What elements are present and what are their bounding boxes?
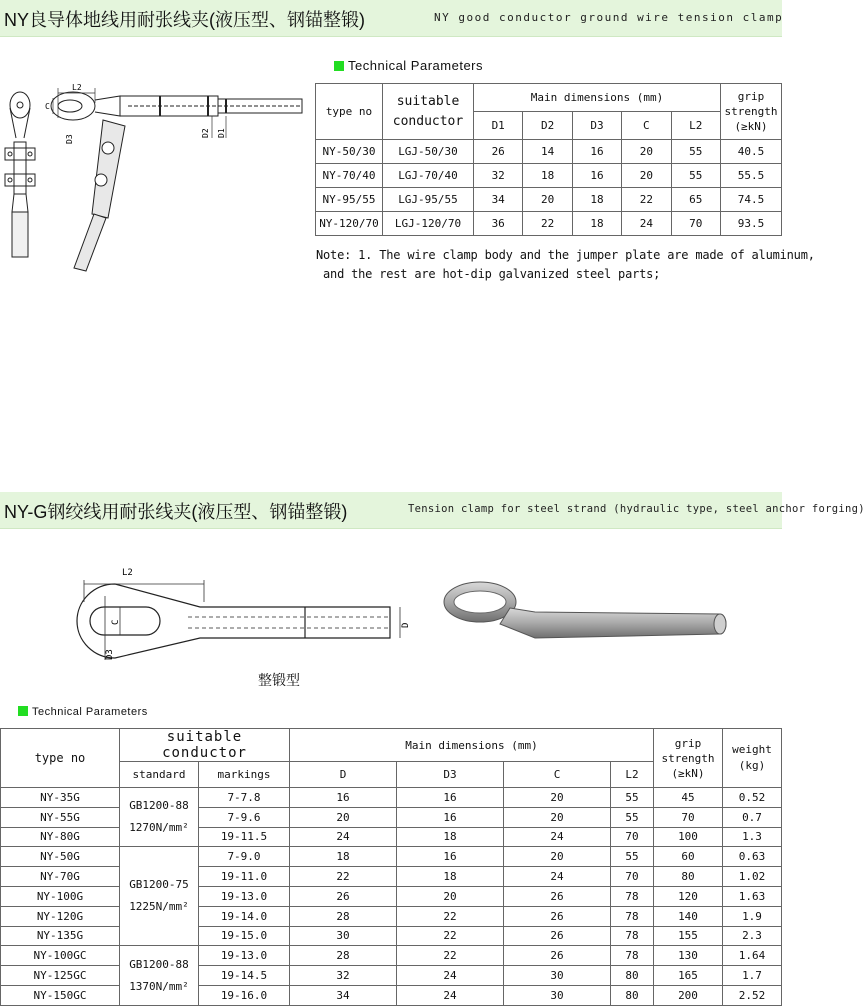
cell-c: 30: [504, 985, 611, 1005]
label-l2: L2: [72, 83, 82, 92]
note: [316, 246, 815, 284]
cell-grip: 45: [654, 788, 723, 808]
cell-markings: 19-13.0: [199, 946, 290, 966]
standard-strength: 1270N/mm²: [129, 821, 189, 835]
section1-title-cn: NY良导体地线用耐张线夹(液压型、钢锚整锻): [4, 10, 365, 30]
th2-grip: grip strength (≥kN): [654, 729, 723, 788]
cell-conductor: LGJ-120/70: [383, 212, 474, 236]
bullet-square-icon: [334, 61, 344, 71]
cell-l2: 78: [611, 926, 654, 946]
cell-d1: 26: [474, 140, 523, 164]
cell-d3: 22: [397, 906, 504, 926]
cell-l2: 70: [611, 867, 654, 887]
cell-c: 24: [504, 827, 611, 847]
cell-d2: 14: [523, 140, 572, 164]
cell-weight: 0.52: [723, 788, 782, 808]
cell-grip: 70: [654, 807, 723, 827]
cell-markings: 19-13.0: [199, 886, 290, 906]
bullet-square-icon: [18, 706, 28, 716]
cell-l2: 55: [611, 807, 654, 827]
cell-weight: 1.63: [723, 886, 782, 906]
cell-d: 30: [290, 926, 397, 946]
cell-d: 28: [290, 906, 397, 926]
cell-d1: 32: [474, 164, 523, 188]
cell-d3: 24: [397, 966, 504, 986]
label-d3-2: D3: [105, 649, 115, 660]
section1-header: [0, 0, 782, 37]
table-row: [1, 985, 782, 1005]
cell-markings: 19-11.5: [199, 827, 290, 847]
table-row: [1, 946, 782, 966]
cell-weight: 2.3: [723, 926, 782, 946]
table-row: [316, 164, 782, 188]
cell-weight: 0.63: [723, 847, 782, 867]
standard-strength: 1370N/mm²: [129, 979, 189, 993]
label-c-2: C: [111, 619, 121, 625]
cell-type: NY-70/40: [316, 164, 383, 188]
cell-c: 20: [504, 788, 611, 808]
cell-grip: 55.5: [721, 164, 782, 188]
cell-c: 20: [622, 164, 671, 188]
cell-l2: 55: [611, 788, 654, 808]
cell-weight: 2.52: [723, 985, 782, 1005]
cell-l2: 70: [671, 212, 720, 236]
cell-d3: 24: [397, 985, 504, 1005]
cell-markings: 7-7.8: [199, 788, 290, 808]
cell-type: NY-95/55: [316, 188, 383, 212]
top-view: [51, 92, 302, 120]
section2-title-cn: NY-G钢绞线用耐张线夹(液压型、钢锚整锻): [4, 502, 348, 522]
cell-d: 20: [290, 807, 397, 827]
cell-type: NY-150GC: [1, 985, 120, 1005]
cell-l2: 80: [611, 985, 654, 1005]
th-d2: D2: [523, 112, 572, 140]
cell-d3: 22: [397, 926, 504, 946]
cell-c: 20: [504, 847, 611, 867]
cell-c: 20: [622, 140, 671, 164]
cell-d3: 18: [572, 212, 621, 236]
cell-d3: 18: [397, 827, 504, 847]
cell-d: 22: [290, 867, 397, 887]
cell-c: 30: [504, 966, 611, 986]
table-ny-body: [316, 140, 782, 236]
cell-type: NY-120/70: [316, 212, 383, 236]
table-nyg-body: [1, 788, 782, 1006]
cell-d: 16: [290, 788, 397, 808]
label-d2: D2: [201, 128, 210, 138]
th-d3: D3: [572, 112, 621, 140]
cell-l2: 55: [671, 164, 720, 188]
cell-d2: 18: [523, 164, 572, 188]
cell-l2: 78: [611, 886, 654, 906]
cell-type: NY-70G: [1, 867, 120, 887]
cell-type: NY-80G: [1, 827, 120, 847]
cell-c: 22: [622, 188, 671, 212]
cell-d3: 16: [572, 164, 621, 188]
cell-weight: 1.7: [723, 966, 782, 986]
cell-c: 20: [504, 807, 611, 827]
cell-d: 34: [290, 985, 397, 1005]
cell-type: NY-55G: [1, 807, 120, 827]
label-d-2: D: [401, 622, 411, 628]
cell-standard: [120, 788, 199, 847]
table-row: [1, 867, 782, 887]
cell-grip: 130: [654, 946, 723, 966]
th2-markings: markings: [199, 762, 290, 788]
eye-body: [77, 584, 390, 658]
th-conductor: suitable conductor: [383, 84, 474, 140]
note-line-2: and the rest are hot-dip galvanized steel parts;: [316, 267, 661, 281]
cell-d3: 16: [397, 788, 504, 808]
cell-type: NY-135G: [1, 926, 120, 946]
cell-markings: 19-15.0: [199, 926, 290, 946]
label-d1: D1: [217, 128, 226, 138]
cell-type: NY-50G: [1, 847, 120, 867]
table-row: [1, 926, 782, 946]
standard-code: GB1200-88: [129, 799, 189, 813]
cell-d1: 34: [474, 188, 523, 212]
section2-title-en: Tension clamp for steel strand (hydraulic type, steel anchor forging): [408, 503, 865, 515]
cell-type: NY-100G: [1, 886, 120, 906]
cell-conductor: LGJ-50/30: [383, 140, 474, 164]
cell-standard: [120, 847, 199, 946]
cell-d2: 22: [523, 212, 572, 236]
table-row: [316, 188, 782, 212]
label-l2-2: L2: [122, 568, 133, 578]
table-row: [1, 807, 782, 827]
cell-d: 28: [290, 946, 397, 966]
table-row: [1, 966, 782, 986]
cell-d: 32: [290, 966, 397, 986]
th2-type: type no: [1, 729, 120, 788]
cell-grip: 120: [654, 886, 723, 906]
cell-d: 26: [290, 886, 397, 906]
cell-standard: [120, 946, 199, 1005]
table-row: [1, 886, 782, 906]
cell-l2: 78: [611, 946, 654, 966]
table-row: [1, 847, 782, 867]
cell-c: 26: [504, 946, 611, 966]
cell-l2: 65: [671, 188, 720, 212]
side-view: [5, 92, 35, 257]
th-grip: grip strength (≥kN): [721, 84, 782, 140]
cell-c: 26: [504, 886, 611, 906]
drawing-caption: 整锻型: [258, 672, 300, 688]
cell-grip: 60: [654, 847, 723, 867]
cell-weight: 1.3: [723, 827, 782, 847]
th-d1: D1: [474, 112, 523, 140]
cell-l2: 78: [611, 906, 654, 926]
table-row: [1, 906, 782, 926]
tech-params-label-1: Technical Parameters: [334, 58, 483, 73]
cell-grip: 100: [654, 827, 723, 847]
cell-grip: 80: [654, 867, 723, 887]
table-row: [1, 827, 782, 847]
th2-standard: standard: [120, 762, 199, 788]
cell-d3: 18: [397, 867, 504, 887]
cell-l2: 80: [611, 966, 654, 986]
cell-grip: 155: [654, 926, 723, 946]
cell-conductor: LGJ-70/40: [383, 164, 474, 188]
cell-c: 24: [504, 867, 611, 887]
cell-d3: 16: [397, 847, 504, 867]
cell-type: NY-35G: [1, 788, 120, 808]
table-row: [1, 788, 782, 808]
cell-markings: 19-16.0: [199, 985, 290, 1005]
th-main-dims: Main dimensions (mm): [474, 84, 721, 112]
table-row: [316, 140, 782, 164]
cell-grip: 165: [654, 966, 723, 986]
th2-l2: L2: [611, 762, 654, 788]
cell-d3: 18: [572, 188, 621, 212]
cell-markings: 7-9.0: [199, 847, 290, 867]
th-type: type no: [316, 84, 383, 140]
th-l2: L2: [671, 112, 720, 140]
cell-d: 24: [290, 827, 397, 847]
label-d3: D3: [65, 134, 74, 144]
cell-c: 26: [504, 906, 611, 926]
cell-type: NY-120G: [1, 906, 120, 926]
cell-weight: 1.64: [723, 946, 782, 966]
th2-c: C: [504, 762, 611, 788]
cell-grip: 140: [654, 906, 723, 926]
tech-params-label-2: Technical Parameters: [18, 706, 148, 718]
cell-type: NY-125GC: [1, 966, 120, 986]
cell-d3: 20: [397, 886, 504, 906]
label-c: C: [45, 102, 50, 111]
section1-title-en: NY good conductor ground wire tension clamp: [434, 11, 784, 24]
standard-code: GB1200-88: [129, 957, 189, 971]
cell-markings: 19-14.5: [199, 966, 290, 986]
table-nyg: [0, 728, 782, 1006]
section2-header: [0, 492, 865, 529]
cell-grip: 93.5: [721, 212, 782, 236]
cell-type: NY-100GC: [1, 946, 120, 966]
ny-clamp-drawing: [0, 78, 310, 283]
cell-d1: 36: [474, 212, 523, 236]
cell-markings: 19-11.0: [199, 867, 290, 887]
cell-weight: 1.02: [723, 867, 782, 887]
cell-l2: 55: [611, 847, 654, 867]
nyg-clamp-drawing: [60, 562, 420, 672]
cell-conductor: LGJ-95/55: [383, 188, 474, 212]
th2-weight: weight (kg): [723, 729, 782, 788]
cell-d: 18: [290, 847, 397, 867]
note-line-1: Note: 1. The wire clamp body and the jumper plate are made of aluminum,: [316, 248, 815, 262]
cell-grip: 200: [654, 985, 723, 1005]
cell-grip: 40.5: [721, 140, 782, 164]
jumper: [74, 120, 125, 271]
cell-markings: 7-9.6: [199, 807, 290, 827]
th2-d: D: [290, 762, 397, 788]
cell-l2: 70: [611, 827, 654, 847]
standard-strength: 1225N/mm²: [129, 900, 189, 914]
table-row: [316, 212, 782, 236]
cell-weight: 0.7: [723, 807, 782, 827]
clamp-photo: [440, 578, 730, 658]
cell-d2: 20: [523, 188, 572, 212]
cell-grip: 74.5: [721, 188, 782, 212]
cell-d3: 22: [397, 946, 504, 966]
cell-c: 24: [622, 212, 671, 236]
cell-type: NY-50/30: [316, 140, 383, 164]
cell-markings: 19-14.0: [199, 906, 290, 926]
table-ny: [315, 83, 782, 236]
cell-weight: 1.9: [723, 906, 782, 926]
cell-c: 26: [504, 926, 611, 946]
cell-d3: 16: [572, 140, 621, 164]
th2-conductor: suitable conductor: [120, 729, 290, 762]
th2-main-dims: Main dimensions (mm): [290, 729, 654, 762]
standard-code: GB1200-75: [129, 878, 189, 892]
cell-d3: 16: [397, 807, 504, 827]
cell-l2: 55: [671, 140, 720, 164]
th-c: C: [622, 112, 671, 140]
th2-d3: D3: [397, 762, 504, 788]
